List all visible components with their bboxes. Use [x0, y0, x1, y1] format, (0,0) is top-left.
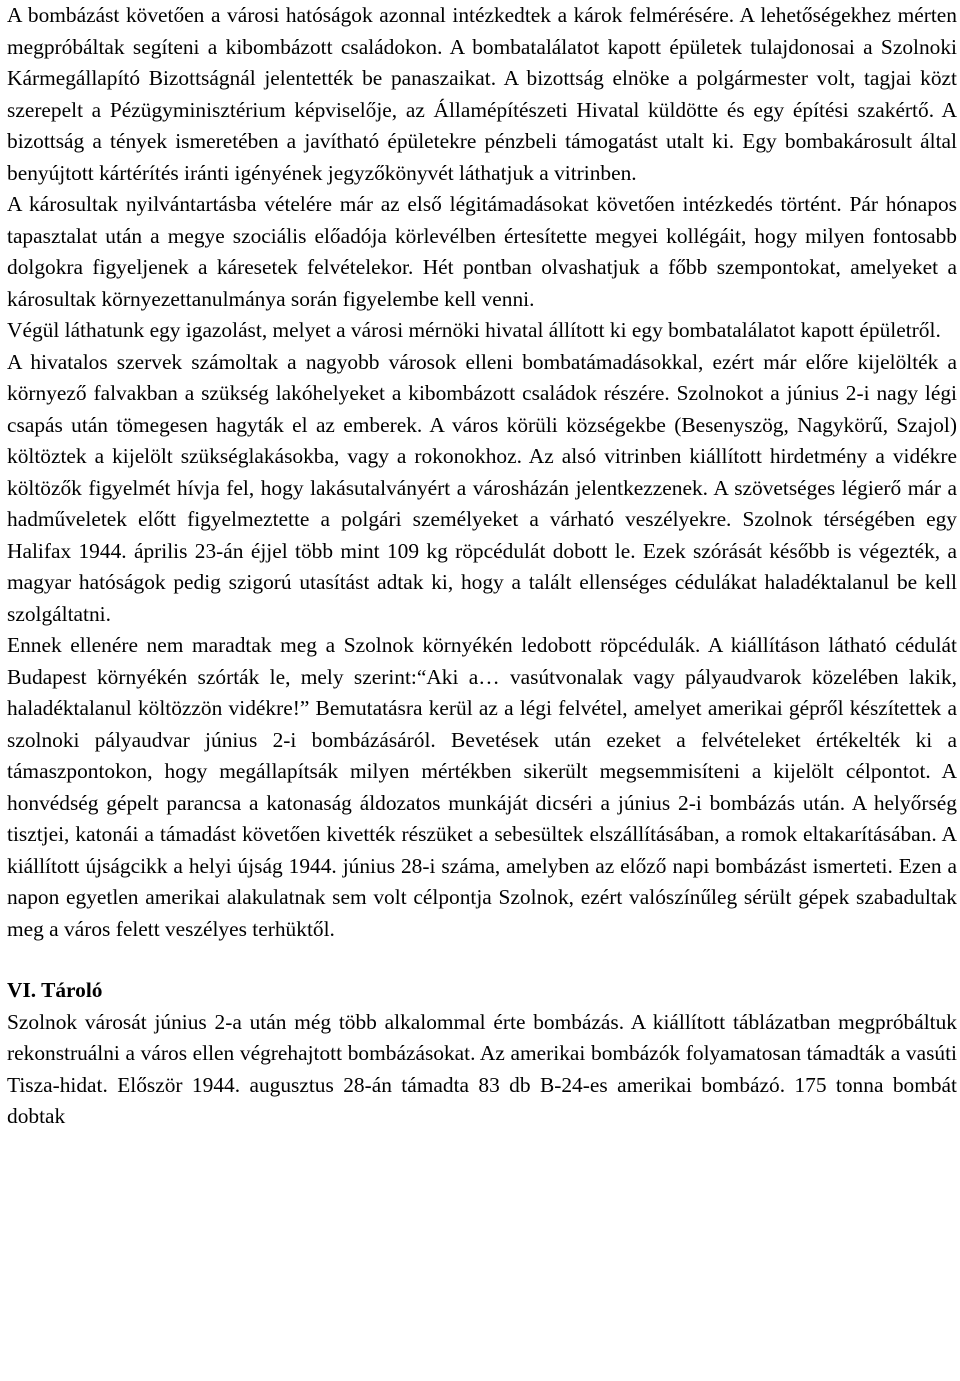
section-spacer: [7, 945, 957, 975]
document-page: [7, 0, 957, 1133]
paragraph-later-bombings: Szolnok városát június 2-a után még több alkalommal érte bombázás. A kiállított táblázatban megpróbáltuk rekonstruálni a város ellen végrehajtott bombázásokat. Az amerikai bombázók folyamatosan támadták a vasúti Tisza-hidat. Először 1944. augusztus 28-án támadta 83 db B-24-es amerikai bombázó. 175 tonna bombát dobtak: [7, 1009, 957, 1128]
paragraph-engineering-certificate: Végül láthatunk egy igazolást, melyet a városi mérnöki hivatal állított ki egy bombatalálatot kapott épületről.: [7, 318, 941, 342]
section-heading: VI. Tároló: [7, 978, 103, 1002]
paragraph-damage-assessment: A bombázást követően a városi hatóságok azonnal intézkedtek a károk felmérésére. A lehetőségekhez mérten megpróbáltak segíteni a kibombázott családokon. A bombatalálatot kapott épületek tulajdonosai a Szolnoki Kármegállapító Bizottságnál jelentették be panaszaikat. A bizottság elnöke a polgármester volt, tagjai közt szerepelt a Pézügyminisztérium képviselője, az Államépítészeti Hivatal küldötte és egy építési szakértő. A bizottság a tények ismeretében a javítható épületekre pénzbeli támogatást utalt ki. Egy bombakárosult által benyújtott kártérítés iránti igényének jegyzőkönyvét láthatjuk a vitrinben.: [7, 3, 957, 185]
paragraph-victims-registration: A károsultak nyilvántartásba vételére már az első légitámadásokat követően intézkedés történt. Pár hónapos tapasztalat után a megye szociális előadója körlevélben értesítette megyei kollégáit, hogy milyen fontosabb dolgokra figyeljenek a káresetek felvételekor. Hét pontban olvashatjuk a főbb szempontokat, amelyeket a károsultak környezettanulmánya során figyelembe kell venni.: [7, 192, 957, 311]
paragraph-evacuation-leaflets: A hivatalos szervek számoltak a nagyobb városok elleni bombatámadásokkal, ezért már előre kijelölték a környező falvakban a szükség lakóhelyeket a kibombázott családok részére. Szolnokot a június 2-i nagy légi csapás után tömegesen hagyták el az emberek. A város körüli községekbe (Besenyszög, Nagykörű, Szajol) költöztek a kijelölt szükséglakásokba, vagy a rokonokhoz. Az alsó vitrinben kiállított hirdetmény a vidékre költözők figyelmét hívja fel, hogy lakásutalványért a városházán jelentkezzenek. A szövetséges légierő már a hadműveletek előtt figyelmeztette a polgári személyeket a várható veszélyekre. Szolnok térségében egy Halifax 1944. április 23-án éjjel több mint 109 kg röpcédulát dobott le. Ezek szórását később is végezték, a magyar hatóságok pedig szigorú utasítást adtak ki, hogy a talált ellenséges cédulákat haladéktalanul be kell szolgáltatni.: [7, 349, 957, 626]
paragraph-leaflet-exhibit: Ennek ellenére nem maradtak meg a Szolnok környékén ledobott röpcédulák. A kiállításon látható cédulát Budapest környékén szórták le, mely szerint:“Aki a… vasútvonalak vagy pályaudvarok közelében lakik, haladéktalanul költözzön vidékre!” Bemutatásra kerül az a légi felvétel, amelyet amerikai gépről készítettek a szolnoki pályaudvar június 2-i bombázásáról. Bevetések után ezeket a felvételeket értékelték ki a támaszpontokon, hogy megállapítsák milyen mértékben sikerült megsemmisíteni a kijelölt célpontot. A honvédség gépelt parancsa a katonaság áldozatos munkáját dicséri a június 2-i bombázás után. A helyőrség tisztjei, katonái a támadást követően kivették részüket a sebesültek elszállításában, a romok eltakarításában. A kiállított újságcikk a helyi újság 1944. június 28-i száma, amelyben az előző napi bombázást ismerteti. Ezen a napon egyetlen amerikai alakulatnak sem volt célpontja Szolnok, ezért valószínűleg sérült gépek szabadultak meg a város felett veszélyes terhüktől.: [7, 633, 957, 941]
